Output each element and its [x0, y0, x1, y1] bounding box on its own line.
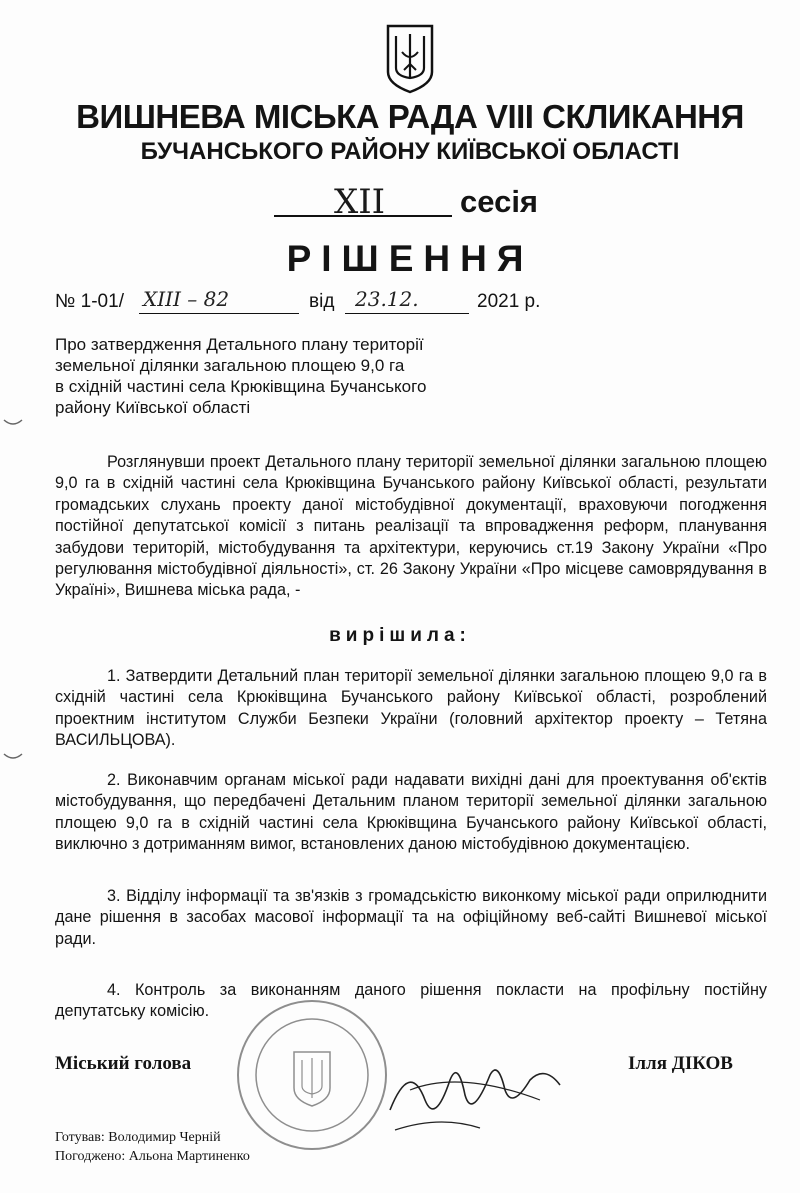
- official-stamp: [232, 990, 392, 1160]
- document-title: РІШЕННЯ: [286, 238, 534, 279]
- decision-number-line: [55, 287, 755, 323]
- decision-item: 1. Затвердити Детальний план території земельної ділянки загальною площею 9,0 га в східній частині села Крюківщина Бучанського району Київської області, розроблений проектним інститутом Служби Безпеки України (головний архітектор проекту – Тетяна ВАСИЛЬЦОВА).: [55, 667, 767, 750]
- resolved-heading: вирішила:: [329, 625, 471, 646]
- handwritten-signature: [380, 1040, 580, 1140]
- decision-item: 2. Виконавчим органам міської ради надавати вихідні дані для проектування об'єктів містобудування, що передбачені Детальним планом території земельної ділянки загальною площею 9,0 га в східній частині села Крюківщина Бучанського району Київської області, виключно з дотриманням вимог, встановлених даною містобудівною документацією.: [55, 771, 767, 854]
- decision-item: 4. Контроль за виконанням даного рішення покласти на профільну постійну депутатську комісію.: [55, 981, 767, 1021]
- date-underline: [345, 313, 469, 314]
- preamble-paragraph: Розглянувши проект Детального плану території земельної ділянки загальною площею 9,0 га в східній частині села Крюківщина Бучанського району Київської області, результати громадських слухань проекту даної містобудівної документації, враховуючи погодження постійної депутатської комісії з питань реалізації та впровадження реформ, планування забудови територій, містобудування та архітектури, керуючись ст.19 Закону України «Про регулювання містобудівної діяльності», ст. 26 Закону України «Про місцеве самоврядування в Україні», Вишнева міська рада, -: [55, 453, 767, 600]
- session-number: XII: [334, 182, 386, 222]
- date-label: від: [309, 291, 335, 312]
- session-line: [274, 182, 614, 222]
- scan-margin-mark: [2, 418, 24, 428]
- signatory-title: Міський голова: [55, 1053, 192, 1074]
- decision-item: 3. Відділу інформації та зв'язків з громадськістю виконкому міської ради оприлюднити дане рішення в засобах масової інформації та на офіційному веб-сайті Вишневої міської ради.: [55, 887, 767, 948]
- council-heading: ВИШНЕВА МІСЬКА РАДА VIII СКЛИКАННЯ: [76, 98, 744, 135]
- prepared-by: Готував: Володимир Черній: [55, 1130, 221, 1145]
- signatory-name: Ілля ДІКОВ: [628, 1053, 733, 1074]
- number-underline: [139, 313, 299, 314]
- decision-date: 23.12.: [355, 287, 419, 311]
- scan-margin-mark: [2, 752, 24, 762]
- session-word: сесія: [460, 184, 539, 219]
- decision-subject: Про затвердження Детального плану території земельної ділянки загальною площею 9,0 га в східній частині села Крюківщина Бучанського району Київської області: [55, 335, 427, 417]
- decision-number: XIII – 82: [143, 287, 230, 311]
- number-prefix: № 1-01/: [55, 291, 124, 312]
- region-heading: БУЧАНСЬКОГО РАЙОНУ КИЇВСЬКОЇ ОБЛАСТІ: [140, 138, 680, 165]
- prepared-block: [55, 1128, 250, 1166]
- agreed-by: Погоджено: Альона Мартиненко: [55, 1149, 250, 1164]
- trident-icon: [382, 22, 438, 94]
- decision-year: 2021 р.: [477, 291, 541, 312]
